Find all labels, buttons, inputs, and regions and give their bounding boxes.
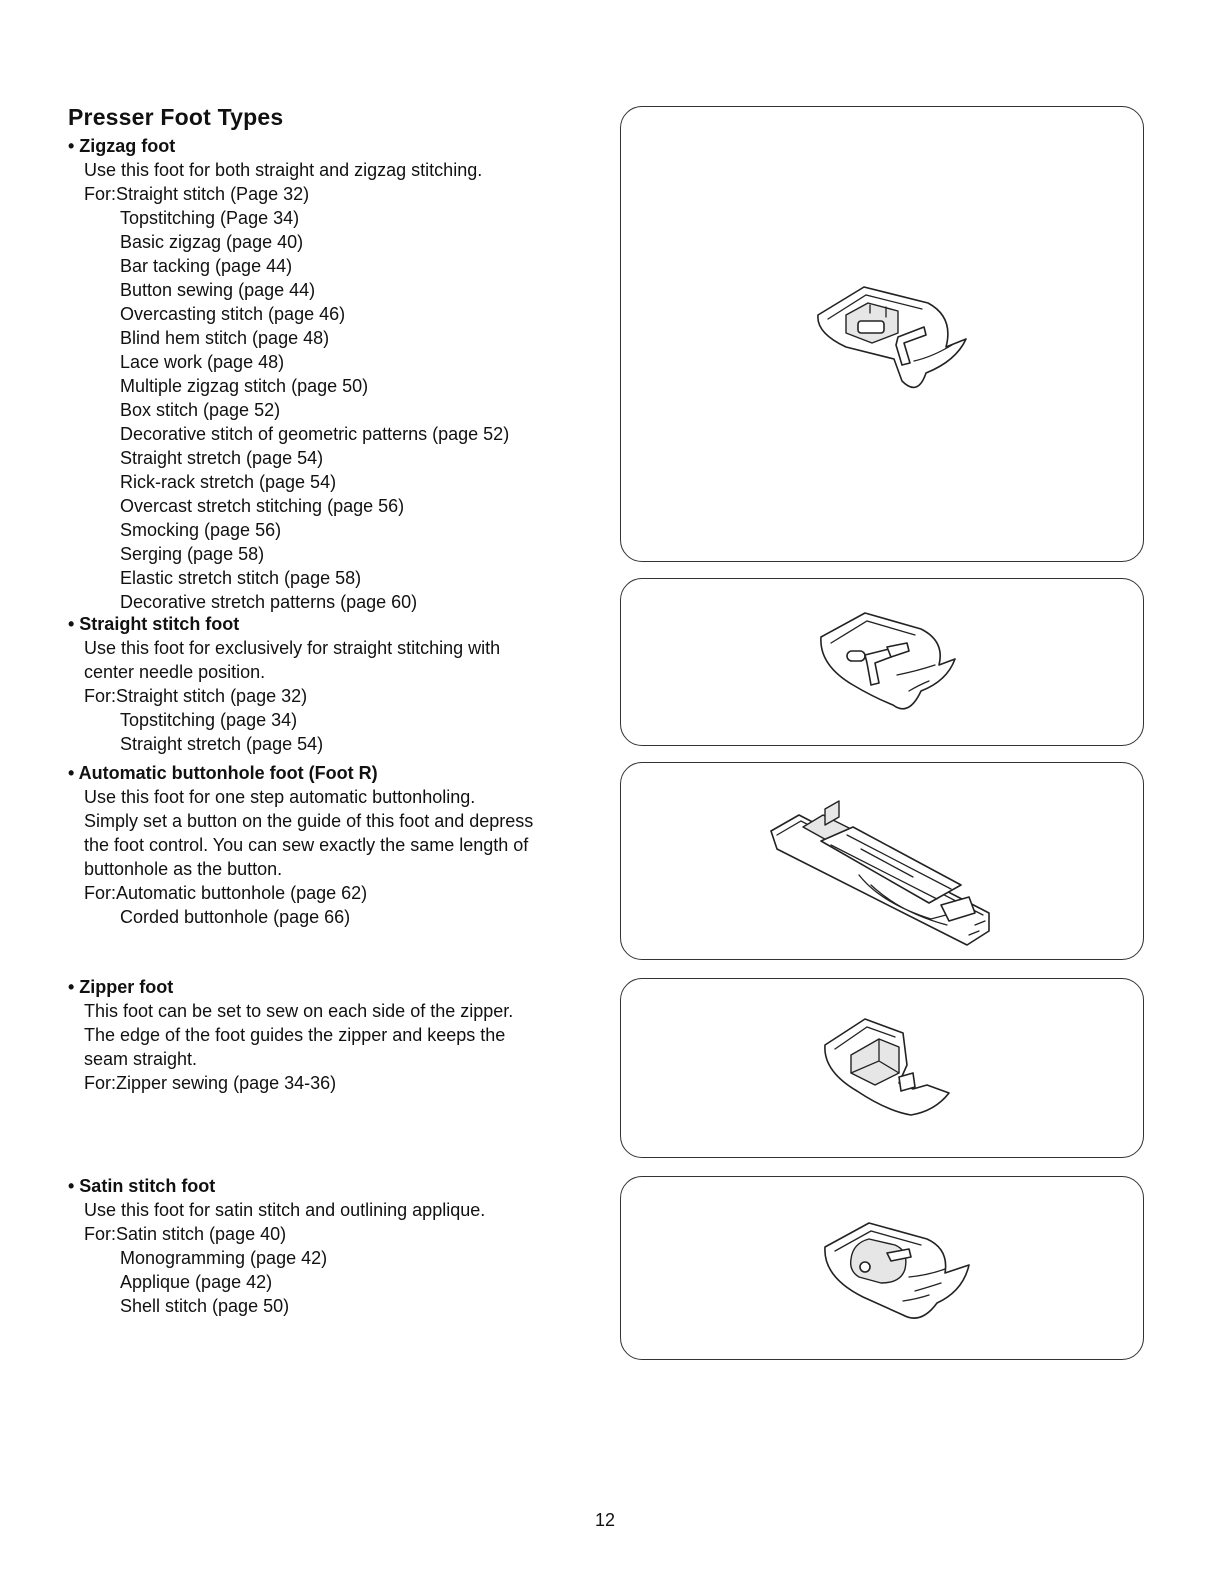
usage-item: Straight stretch (page 54) [120,448,324,468]
for-line [68,1222,598,1246]
section-title: • Straight stitch foot [68,614,240,634]
usage-item: Straight stitch (Page 32) [116,184,310,204]
zipper-foot-illustration-icon [817,1011,957,1127]
for-label: For: [84,1073,117,1093]
for-line [68,182,598,206]
usage-item: Topstitching (Page 34) [120,208,300,228]
section-description: Use this foot for exclusively for straight stitching with center needle position. [84,638,501,682]
usage-item: Applique (page 42) [120,1272,273,1292]
usage-item: Monogramming (page 42) [120,1248,328,1268]
section-title: • Zipper foot [68,977,174,997]
usage-item: Overcast stretch stitching (page 56) [120,496,405,516]
buttonhole-foot-illustration-icon [761,785,1001,949]
usage-item: Serging (page 58) [120,544,265,564]
buttonhole-foot-image-box [620,762,1144,960]
straight-stitch-foot-image-box [620,578,1144,746]
usage-item: Rick-rack stretch (page 54) [120,472,337,492]
section-description: Use this foot for satin stitch and outlining applique. [84,1200,486,1220]
section-description: Use this foot for both straight and zigzag stitching. [84,160,483,180]
for-line [68,684,598,708]
usage-item: Overcasting stitch (page 46) [120,304,346,324]
zipper-foot-section [68,975,598,1095]
for-label: For: [84,883,117,903]
usage-item: Elastic stretch stitch (page 58) [120,568,362,588]
usage-item: Multiple zigzag stitch (page 50) [120,376,369,396]
usage-item: Decorative stretch patterns (page 60) [120,592,418,612]
usage-item: Basic zigzag (page 40) [120,232,304,252]
zigzag-foot-illustration-icon [806,277,976,407]
satin-stitch-foot-image-box [620,1176,1144,1360]
for-label: For: [84,1224,117,1244]
usage-item: Topstitching (page 34) [120,710,298,730]
zigzag-foot-section [68,134,598,614]
page-number: 12 [594,1510,616,1530]
usage-item: Decorative stitch of geometric patterns (page 52) [120,424,510,444]
section-title: • Zigzag foot [68,136,176,156]
section-title: • Automatic buttonhole foot (Foot R) [68,763,378,783]
for-label: For: [84,686,117,706]
usage-item: Shell stitch (page 50) [120,1296,290,1316]
zigzag-foot-image-box [620,106,1144,562]
section-description: This foot can be set to sew on each side of the zipper. The edge of the foot guides the zipper and keeps the seam straight. [84,1001,514,1069]
usage-item: Blind hem stitch (page 48) [120,328,330,348]
section-description: Use this foot for one step automatic buttonholing. Simply set a button on the guide of this foot and depress the foot control. You can sew exactly the same length of buttonhole as the button. [84,787,534,879]
zipper-foot-image-box [620,978,1144,1158]
section-title: • Satin stitch foot [68,1176,216,1196]
usage-item: Corded buttonhole (page 66) [120,907,351,927]
straight-stitch-foot-section [68,612,598,756]
usage-item: Lace work (page 48) [120,352,285,372]
satin-stitch-foot-illustration-icon [817,1213,977,1333]
usage-item: Straight stitch (page 32) [116,686,308,706]
usage-item: Straight stretch (page 54) [120,734,324,754]
usage-item: Bar tacking (page 44) [120,256,293,276]
buttonhole-foot-section [68,761,598,929]
page-title: Presser Foot Types [68,104,284,130]
usage-item: Button sewing (page 44) [120,280,316,300]
satin-stitch-foot-section [68,1174,598,1318]
usage-item: Satin stitch (page 40) [116,1224,287,1244]
for-line [68,1071,598,1095]
usage-item: Zipper sewing (page 34-36) [116,1073,337,1093]
usage-item: Smocking (page 56) [120,520,282,540]
usage-item: Automatic buttonhole (page 62) [116,883,368,903]
for-line [68,881,598,905]
straight-stitch-foot-illustration-icon [813,605,963,721]
for-label: For: [84,184,117,204]
usage-item: Box stitch (page 52) [120,400,281,420]
